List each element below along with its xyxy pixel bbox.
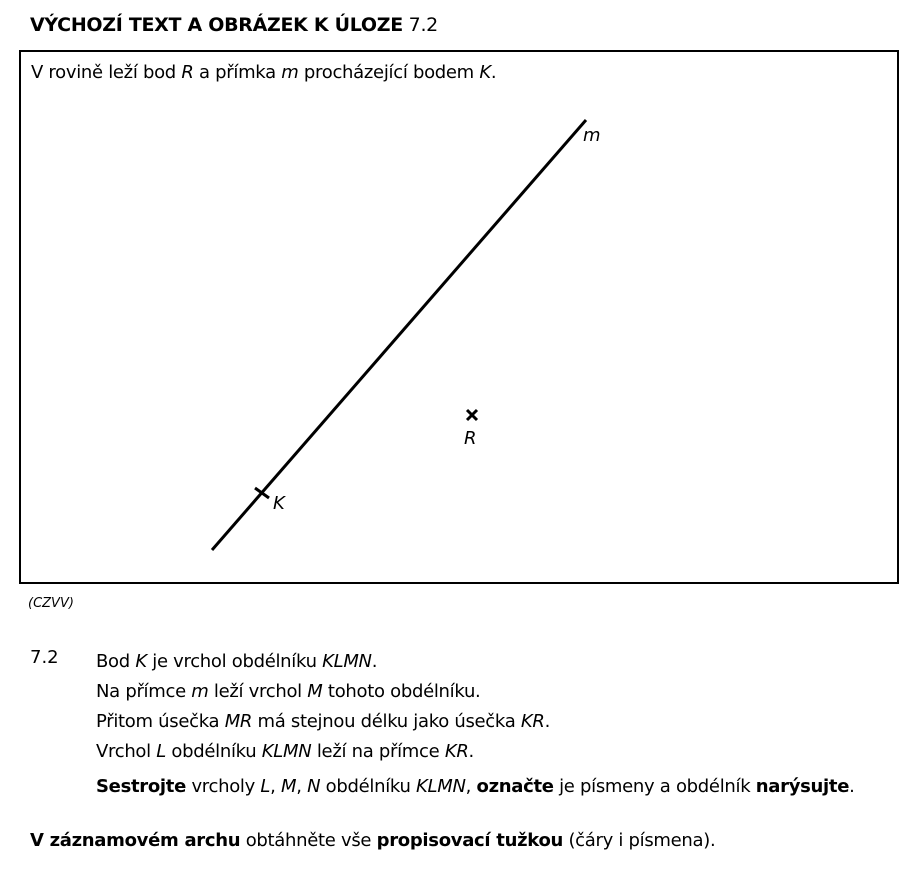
heading-title: VÝCHOZÍ TEXT A OBRÁZEK K ÚLOZE: [30, 14, 403, 36]
task-line-1: Bod K je vrchol obdélníku KLMN.: [96, 651, 378, 672]
intro-point-r: R: [181, 62, 194, 83]
exercise-heading: [30, 14, 438, 36]
line-m: [212, 120, 586, 550]
task-instruction: Sestrojte vrcholy L, M, N obdélníku KLMN, označte je písmeny a obdélník narýsujte.: [96, 776, 855, 797]
task-number: 7.2: [30, 647, 59, 668]
intro-text-2: a přímka: [193, 62, 282, 83]
intro-point-k: K: [479, 62, 491, 83]
intro-text-1: V rovině leží bod: [31, 62, 182, 83]
figure-box: [19, 50, 899, 584]
point-r-label: R: [464, 428, 477, 449]
intro-text-3: procházející bodem: [298, 62, 480, 83]
point-k-label: K: [273, 493, 285, 514]
geometry-drawing: [21, 52, 897, 582]
intro-line-m: m: [281, 62, 299, 83]
task-text: [96, 647, 550, 767]
task-line-4: Vrchol L obdélníku KLMN leží na přímce KR.: [96, 741, 474, 762]
line-m-label: m: [583, 125, 601, 146]
task-line-3: Přitom úsečka MR má stejnou délku jako úsečka KR.: [96, 711, 551, 732]
point-r-cross: [467, 410, 477, 420]
answer-sheet-note: V záznamovém archu obtáhněte vše propisovací tužkou (čáry i písmena).: [30, 830, 716, 851]
task-line-2: Na přímce m leží vrchol M tohoto obdélníku.: [96, 681, 481, 702]
intro-text-4: .: [490, 62, 497, 83]
heading-number: 7.2: [408, 14, 438, 36]
source-note: (CZVV): [28, 596, 74, 611]
